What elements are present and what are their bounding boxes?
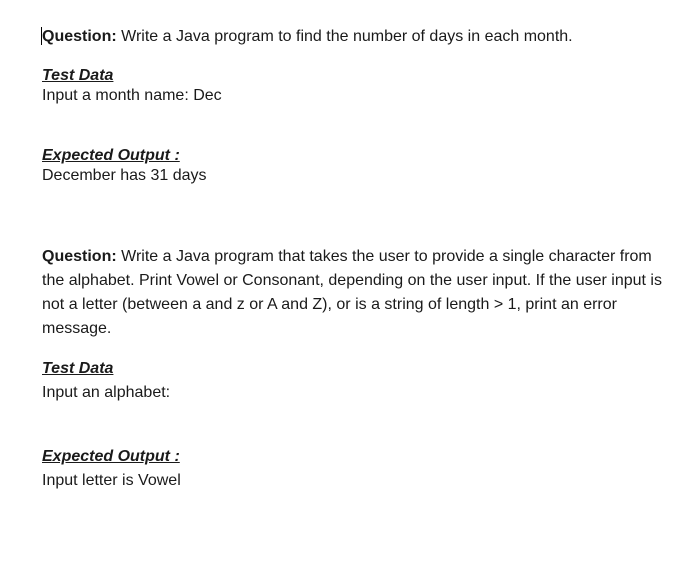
question-1 — [42, 25, 672, 49]
question-1-text: Write a Java program to find the number of days in each month. — [121, 28, 573, 45]
test-data-value-2: Input an alphabet: — [42, 384, 171, 401]
question-2 — [42, 245, 672, 341]
test-data-title-2: Test Data — [42, 360, 114, 377]
expected-output-value-1: December has 31 days — [42, 167, 207, 184]
test-data-value-1: Input a month name: Dec — [42, 87, 222, 104]
question-label: Question: — [42, 28, 117, 45]
test-data-title-1: Test Data — [42, 67, 114, 84]
expected-output-title-2: Expected Output : — [42, 448, 180, 465]
question-2-text: Write a Java program that takes the user to provide a single character from the alphabet. Print Vowel or Consonant, depending on the user input. If the user input is not a letter (between a and z or A and Z), or is a string of length > 1, print an error message. — [42, 248, 662, 337]
expected-output-value-2: Input letter is Vowel — [42, 472, 181, 489]
question-label: Question: — [42, 248, 117, 265]
expected-output-title-1: Expected Output : — [42, 147, 180, 164]
